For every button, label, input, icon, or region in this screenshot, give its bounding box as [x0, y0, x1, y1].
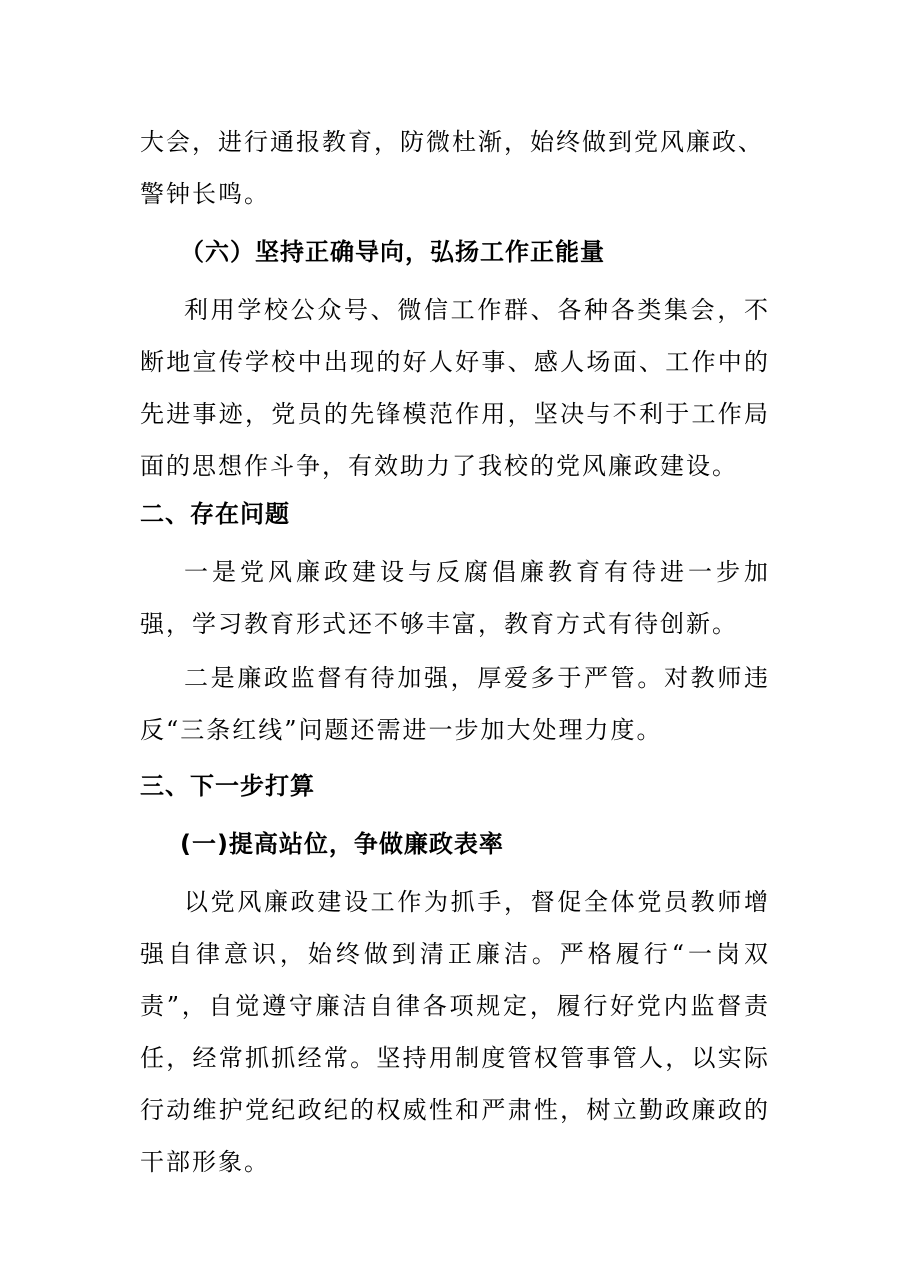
continuation-paragraph: 大会，进行通报教育，防微杜渐，始终做到党风廉政、警钟长鸣。 — [140, 128, 764, 208]
paragraph-three-one: 以党风廉政建设工作为抓手，督促全体党员教师增强自律意识，始终做到清正廉洁。严格履行“一岗双责”，自觉遵守廉洁自律各项规定，履行好党内监督责任，经常抓抓经常。坚持用制度管权管事管人，以实际行动维护党纪政纪的权威性和严肃性，树立勤政廉政的干部形象。 — [140, 888, 770, 1176]
paragraph-six: 利用学校公众号、微信工作群、各种各类集会，不断地宣传学校中出现的好人好事、感人场面、工作中的先进事迹，党员的先锋模范作用，坚决与不利于工作局面的思想作斗争，有效助力了我校的党风廉政建设。 — [140, 296, 770, 480]
paragraph-two-second: 二是廉政监督有待加强，厚爱多于严管。对教师违反“三条红线”问题还需进一步加大处理力度。 — [140, 664, 770, 744]
section-heading-two: 二、存在问题 — [140, 500, 290, 528]
paragraph-two-first: 一是党风廉政建设与反腐倡廉教育有待进一步加强，学习教育形式还不够丰富，教育方式有待创新。 — [140, 558, 770, 638]
subsection-heading-three-one: (一)提高站位，争做廉政表率 — [180, 830, 504, 858]
section-heading-six: （六）坚持正确导向，弘扬工作正能量 — [180, 238, 605, 266]
section-heading-three: 三、下一步打算 — [140, 772, 315, 800]
